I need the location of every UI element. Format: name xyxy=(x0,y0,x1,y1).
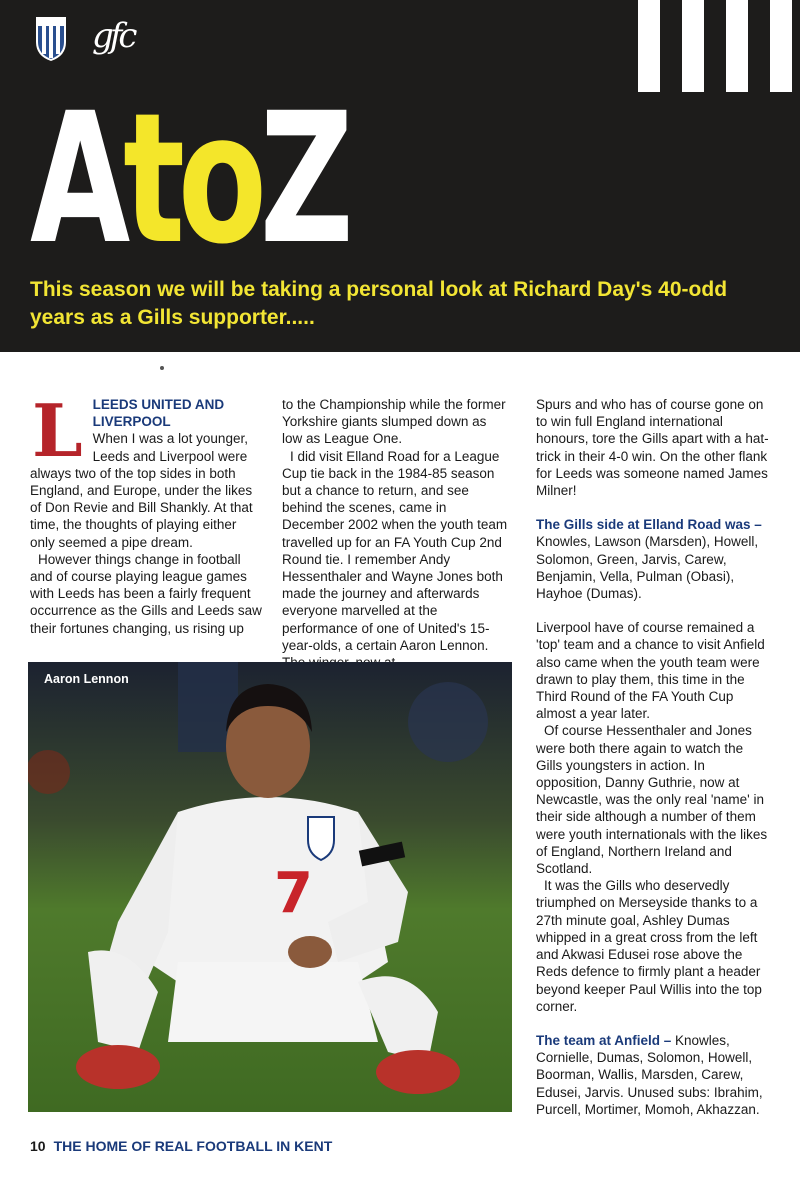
section-heading: LEEDS UNITED AND LIVERPOOL xyxy=(92,397,225,430)
article-column-1 xyxy=(30,388,262,637)
paragraph: Liverpool have of course remained a 'top' team and a chance to visit Anfield also came when the youth team were drawn to play them, this time in the Third Round of the FA Youth Cup almost a year later. xyxy=(536,620,765,722)
drop-cap: L xyxy=(32,388,83,473)
lineup-text: Knowles, Lawson (Marsden), Howell, Solomon, Green, Jarvis, Carew, Benjamin, Vella, Pulman (Obasi), Hayhoe (Dumas). xyxy=(536,534,759,602)
title-letter-a: A xyxy=(30,75,124,284)
paragraph: to the Championship while the former Yorkshire giants slumped down as low as League One. xyxy=(282,397,506,447)
player-illustration xyxy=(28,662,512,1112)
title-letter-z: Z xyxy=(259,75,347,284)
paragraph: When I was a lot younger, Leeds and Liverpool were always two of the top sides in both England, and Europe, under the likes of Don Revie and Bill Shankly. At that time, the thoughts of playing either only seemed a pipe dream. xyxy=(30,431,253,550)
page-number: 10 xyxy=(30,1138,46,1154)
team-text: Knowles, Cornielle, Dumas, Solomon, Howell, Boorman, Wallis, Marsden, Carew, Edusei, Jarvis. Unused subs: Ibrahim, Purcell, Mortimer, Momoh, Akhazzan. xyxy=(536,1032,763,1117)
lineup-heading: The Gills side at Elland Road was – xyxy=(536,517,762,533)
article-column-3 xyxy=(536,396,770,1118)
paragraph: However things change in football and of course playing league games with Leeds has been a fairly frequent occurrence as the Gills and Leeds saw their fortunes changing, us rising up xyxy=(30,551,262,636)
article-column-2 xyxy=(282,396,508,671)
decorative-stripes xyxy=(638,0,792,92)
stray-dot xyxy=(160,366,164,370)
page-title xyxy=(30,75,347,284)
paragraph: Spurs and who has of course gone on to win full England international honours, tore the Gills apart with a hat-trick in their 4-0 win. On the other flank for Leeds was someone named James Milner! xyxy=(536,397,769,499)
gfc-logo: gfc xyxy=(92,16,134,56)
page-footer xyxy=(30,1138,332,1154)
team-paragraph xyxy=(536,1032,770,1118)
club-crest-icon xyxy=(34,16,68,62)
footer-tagline: THE HOME OF REAL FOOTBALL IN KENT xyxy=(53,1138,333,1154)
shirt-number: 7 xyxy=(274,861,313,926)
lineup-paragraph xyxy=(536,516,770,602)
photo-caption: Aaron Lennon xyxy=(44,672,129,686)
paragraph: Of course Hessenthaler and Jones were both there again to watch the Gills youngsters in action. In opposition, Danny Guthrie, now at Newcastle, was the only real 'name' in their side although a number of them were youth internationals with the likes of England, Northern Ireland and Scotland. xyxy=(536,723,768,877)
title-word-to: to xyxy=(123,75,260,284)
subtitle: This season we will be taking a personal look at Richard Day's 40-odd years as a Gills supporter..... xyxy=(30,278,728,329)
header-banner xyxy=(0,0,800,352)
player-photo xyxy=(28,662,512,1112)
paragraph: I did visit Elland Road for a League Cup tie back in the 1984-85 season but a chance to return, and see behind the scenes, came in December 2002 when the youth team travelled up for an FA Youth Cup 2nd Round tie. I remember Andy Hessenthaler and Wayne Jones both made the journey and afterwards everyone marvelled at the performance of one of United's 15-year-olds, a certain Aaron Lennon. xyxy=(282,448,508,653)
paragraph: It was the Gills who deservedly triumphed on Merseyside thanks to a 27th minute goal, Ashley Dumas whipped in a great cross from the left and Akwasi Edusei rose above the Reds defence to firmly plant a header beyond keeper Paul Willis into the top corner. xyxy=(536,878,762,1014)
team-heading: The team at Anfield – xyxy=(536,1032,672,1048)
